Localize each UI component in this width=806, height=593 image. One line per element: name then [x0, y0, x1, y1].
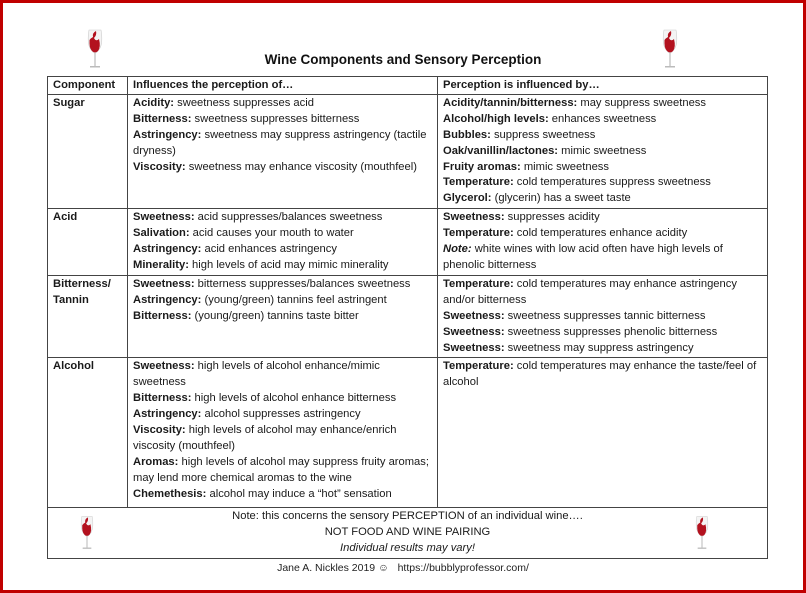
effect-item: [443, 191, 763, 207]
effect-key: Temperature:: [443, 360, 514, 373]
effect-text: suppresses acidity: [504, 211, 600, 224]
effect-text: cold temperatures suppress sweetness: [513, 176, 711, 189]
effect-item: [133, 96, 433, 112]
effect-key: Temperature:: [443, 227, 514, 240]
effect-item: [133, 210, 433, 226]
effect-key: Viscosity:: [133, 424, 186, 437]
effect-item: [133, 391, 433, 407]
effect-key: Sweetness:: [443, 309, 505, 322]
influences-cell: [128, 209, 438, 276]
component-cell: Sugar: [48, 94, 128, 208]
effect-item: [443, 242, 763, 274]
note-line-3: Individual results may vary!: [340, 541, 475, 554]
effect-key: Astringency:: [133, 243, 202, 256]
note-cell: [48, 508, 768, 559]
effect-text: sweetness may suppress astringency (tactile dryness): [133, 128, 427, 157]
effect-item: [443, 96, 763, 112]
effect-text: (young/green) tannins taste bitter: [191, 309, 359, 322]
effect-item: [443, 359, 763, 391]
effect-key: Alcohol/high levels:: [443, 112, 549, 125]
effect-text: acid suppresses/balances sweetness: [194, 211, 383, 224]
effect-text: (young/green) tannins feel astringent: [201, 293, 387, 306]
components-table: [47, 76, 768, 559]
effect-item: [133, 226, 433, 242]
effect-key: Sweetness:: [443, 325, 505, 338]
page-title: Wine Components and Sensory Perception: [264, 52, 542, 67]
effect-item: [443, 175, 763, 191]
effect-item: [133, 455, 433, 487]
effect-text: sweetness may enhance viscosity (mouthfeel): [185, 160, 417, 173]
effect-item: [443, 309, 763, 325]
effect-text: acid causes your mouth to water: [189, 227, 354, 240]
effect-key: Note:: [443, 243, 472, 256]
effect-text: suppress sweetness: [490, 128, 596, 141]
table-row: [48, 358, 768, 508]
effect-item: [133, 293, 433, 309]
effect-key: Sweetness:: [133, 360, 195, 373]
effect-key: Bitterness:: [133, 112, 192, 125]
table-row: [48, 209, 768, 276]
footer: [0, 562, 806, 574]
effect-text: alcohol suppresses astringency: [201, 408, 361, 421]
header-component: Component: [48, 77, 128, 95]
effect-item: [443, 325, 763, 341]
footer-url[interactable]: https://bubblyprofessor.com/: [397, 562, 529, 574]
effect-text: cold temperatures enhance acidity: [513, 227, 688, 240]
effect-key: Fruity aromas:: [443, 160, 521, 173]
effect-text: mimic sweetness: [558, 144, 647, 157]
effect-item: [443, 112, 763, 128]
footer-author: Jane A. Nickles 2019: [277, 562, 376, 574]
effect-key: Temperature:: [443, 277, 514, 290]
effect-key: Bitterness:: [133, 392, 192, 405]
effect-text: mimic sweetness: [520, 160, 609, 173]
effect-item: [443, 128, 763, 144]
effect-key: Acidity/tannin/bitterness:: [443, 96, 578, 109]
effect-key: Glycerol:: [443, 192, 492, 205]
effect-text: white wines with low acid often have high levels of phenolic bitterness: [443, 243, 723, 271]
wine-glass-icon: [78, 513, 96, 551]
effect-item: [133, 277, 433, 293]
influences-cell: [128, 94, 438, 208]
effect-text: enhances sweetness: [548, 112, 657, 125]
influenced-by-cell: [438, 94, 768, 208]
effect-key: Oak/vanillin/lactones:: [443, 144, 559, 157]
effect-key: Astringency:: [133, 293, 202, 306]
note-line-1: Note: this concerns the sensory PERCEPTION of an individual wine….: [232, 510, 583, 523]
influences-cell: [128, 275, 438, 358]
effect-text: sweetness suppresses bitterness: [191, 112, 360, 125]
smiley-icon: ☺: [378, 562, 389, 574]
effect-key: Temperature:: [443, 176, 514, 189]
effect-item: [133, 112, 433, 128]
table-row: [48, 275, 768, 358]
note-line-2: NOT FOOD AND WINE PAIRING: [324, 526, 491, 538]
effect-text: bitterness suppresses/balances sweetness: [194, 277, 411, 290]
effect-text: sweetness may suppress astringency: [504, 341, 694, 354]
effect-key: Acidity:: [133, 96, 175, 109]
effect-text: high levels of alcohol enhance bitterness: [191, 392, 397, 405]
component-cell: Bitterness/ Tannin: [48, 275, 128, 358]
effect-item: [133, 487, 433, 503]
effect-text: cold temperatures may enhance astringency and/or bitterness: [443, 277, 737, 306]
header-influences: Influences the perception of…: [128, 77, 438, 95]
effect-key: Chemethesis:: [133, 487, 207, 500]
effect-item: [133, 309, 433, 325]
effect-text: sweetness suppresses tannic bitterness: [504, 309, 706, 322]
effect-key: Sweetness:: [443, 341, 505, 354]
effect-text: acid enhances astringency: [201, 243, 337, 256]
effect-item: [443, 160, 763, 176]
effect-item: [133, 359, 433, 391]
effect-text: high levels of alcohol may suppress fruity aromas; may lend more chemical aromas to the wine: [133, 455, 429, 484]
component-cell: Acid: [48, 209, 128, 276]
effect-text: alcohol may induce a “hot” sensation: [206, 487, 392, 500]
influenced-by-cell: [438, 358, 768, 508]
influenced-by-cell: [438, 275, 768, 358]
effect-text: sweetness suppresses acid: [174, 96, 314, 109]
effect-key: Sweetness:: [133, 277, 195, 290]
table-row: [48, 94, 768, 208]
influenced-by-cell: [438, 209, 768, 276]
effect-text: sweetness suppresses phenolic bitterness: [504, 325, 718, 338]
effect-item: [133, 423, 433, 455]
effect-key: Astringency:: [133, 128, 202, 141]
effect-key: Aromas:: [133, 455, 179, 468]
effect-text: cold temperatures may enhance the taste/feel of alcohol: [443, 360, 757, 389]
effect-item: [133, 407, 433, 423]
effect-text: may suppress sweetness: [577, 96, 706, 109]
component-cell: Alcohol: [48, 358, 128, 508]
note-row: [48, 508, 768, 559]
effect-key: Sweetness:: [443, 211, 505, 224]
effect-key: Minerality:: [133, 258, 189, 271]
effect-item: [443, 226, 763, 242]
effect-key: Bubbles:: [443, 128, 491, 141]
effect-item: [443, 144, 763, 160]
effect-item: [133, 258, 433, 274]
effect-item: [443, 277, 763, 309]
effect-key: Sweetness:: [133, 211, 195, 224]
effect-key: Astringency:: [133, 408, 202, 421]
effect-item: [133, 160, 433, 176]
influences-cell: [128, 358, 438, 508]
effect-item: [443, 210, 763, 226]
header-influenced-by: Perception is influenced by…: [438, 77, 768, 95]
effect-text: high levels of acid may mimic minerality: [188, 258, 389, 271]
table-header-row: [48, 77, 768, 95]
effect-text: high levels of alcohol enhance/mimic sweetness: [133, 360, 380, 389]
effect-item: [133, 242, 433, 258]
effect-key: Bitterness:: [133, 309, 192, 322]
effect-key: Salivation:: [133, 227, 190, 240]
effect-key: Viscosity:: [133, 160, 186, 173]
effect-text: (glycerin) has a sweet taste: [491, 192, 631, 205]
effect-item: [133, 128, 433, 160]
effect-item: [443, 341, 763, 357]
wine-glass-icon: [693, 513, 711, 551]
effect-text: high levels of alcohol may enhance/enrich viscosity (mouthfeel): [133, 424, 397, 452]
